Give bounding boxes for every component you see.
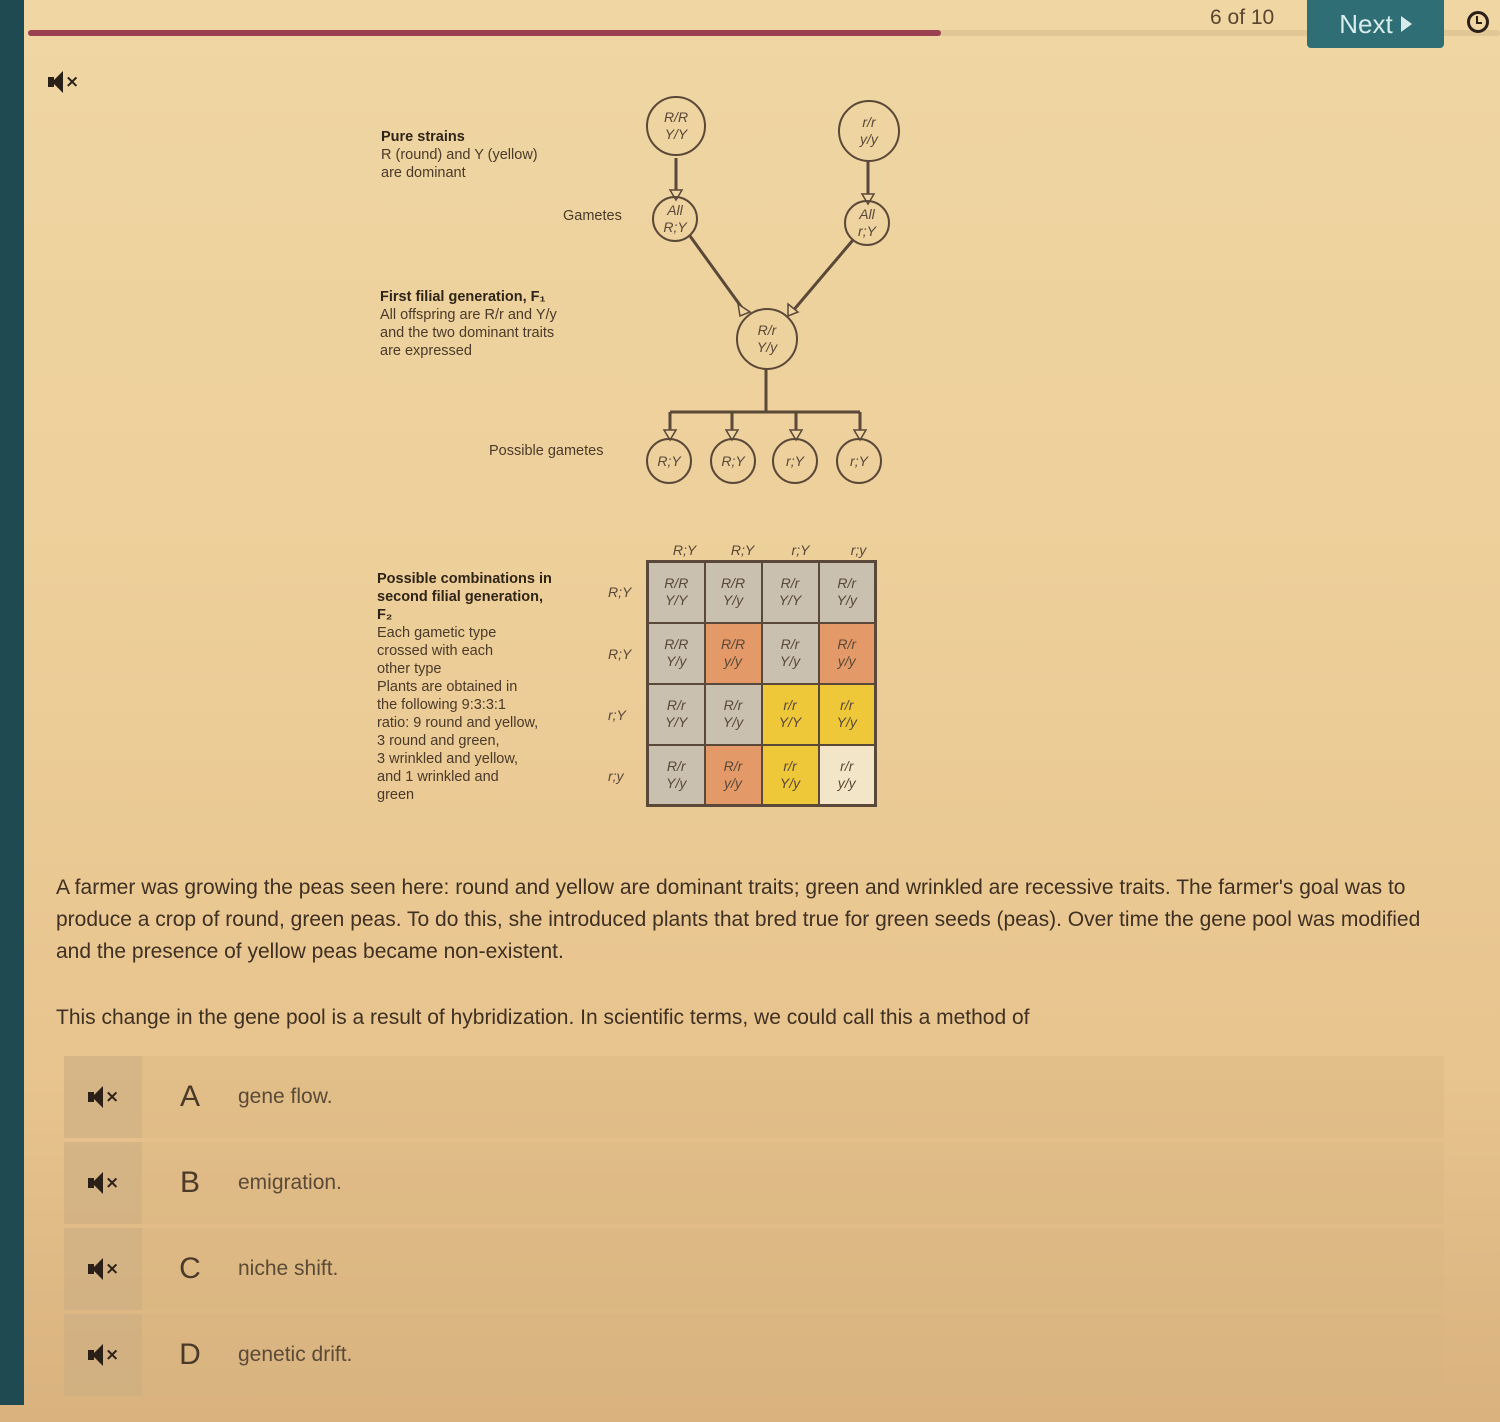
punnett-cell: R/r Y/Y <box>762 562 819 623</box>
speaker-mute-icon: × <box>88 1171 118 1195</box>
option-label: genetic drift. <box>238 1343 353 1366</box>
question-counter: 6 of 10 <box>1210 6 1275 29</box>
punnett-cell: r/r Y/y <box>819 684 876 745</box>
punnett-col-header: R;Y <box>672 542 697 558</box>
punnett-square <box>646 560 877 807</box>
option-label: gene flow. <box>238 1085 333 1108</box>
punnett-cell: R/R Y/y <box>648 623 705 684</box>
punnett-row <box>648 562 876 623</box>
punnett-cell: r/r Y/Y <box>762 684 819 745</box>
option-letter: B <box>179 1166 200 1199</box>
speaker-mute-icon: × <box>48 70 78 94</box>
option-audio-button[interactable] <box>64 1314 142 1396</box>
punnett-row-header: r;y <box>608 768 624 784</box>
speaker-mute-icon: × <box>88 1085 118 1109</box>
option-letter: D <box>179 1338 201 1371</box>
punnett-row-header: R;Y <box>608 584 632 600</box>
option-audio-button[interactable] <box>64 1228 142 1310</box>
clock-icon[interactable] <box>1467 11 1489 33</box>
option-label: niche shift. <box>238 1257 339 1280</box>
triangle-right-icon <box>1401 16 1412 32</box>
punnett-cell: R/R y/y <box>705 623 762 684</box>
answer-option-c[interactable] <box>64 1228 1444 1310</box>
punnett-cell: R/r y/y <box>819 623 876 684</box>
option-audio-button[interactable] <box>64 1056 142 1138</box>
next-label: Next <box>1339 8 1393 39</box>
punnett-row <box>648 745 876 806</box>
punnett-cell: r/r y/y <box>819 745 876 806</box>
punnett-col-header: R;Y <box>730 542 755 558</box>
punnett-cell: R/r Y/y <box>648 745 705 806</box>
speaker-mute-icon: × <box>88 1343 118 1367</box>
gametes-label: Gametes <box>563 208 622 224</box>
possible-gamete: r;Y <box>836 438 882 484</box>
punnett-row <box>648 623 876 684</box>
question-prompt: This change in the gene pool is a result of hybridization. In scientific terms, we could call this a method of <box>56 1006 1030 1029</box>
gamete-node-right: All r;Y <box>844 200 890 246</box>
parent-node-right: r/r y/y <box>838 100 900 162</box>
side-bar <box>0 0 24 1405</box>
punnett-row-header: r;Y <box>608 707 626 723</box>
punnett-cell: R/r Y/y <box>762 623 819 684</box>
possible-gamete: r;Y <box>772 438 818 484</box>
punnett-cell: R/r Y/y <box>819 562 876 623</box>
possible-gamete: R;Y <box>710 438 756 484</box>
punnett-col-header: r;Y <box>791 542 810 558</box>
option-label: emigration. <box>238 1171 342 1194</box>
punnett-cell: R/R Y/y <box>705 562 762 623</box>
f1-node: R/r Y/y <box>736 308 798 370</box>
punnett-cell: R/R Y/Y <box>648 562 705 623</box>
f2-text: Possible combinations in second filial generation, F₂ Each gametic type crossed with each other type Plants are obtained in the following 9:3:3:1 ratio: 9 round and yellow, 3 round and green, 3 wrinkled and yellow, and 1 wrinkled and green <box>377 571 552 803</box>
page-audio-button[interactable] <box>48 70 78 99</box>
answer-option-a[interactable] <box>64 1056 1444 1138</box>
progress-fill <box>28 30 941 36</box>
possible-gametes-label: Possible gametes <box>489 443 604 459</box>
option-letter: C <box>179 1252 201 1285</box>
option-letter: A <box>179 1080 200 1113</box>
pure-strains-text: Pure strains R (round) and Y (yellow) are dominant <box>381 129 538 181</box>
punnett-cell: r/r Y/y <box>762 745 819 806</box>
gamete-node-left: All R;Y <box>652 196 698 242</box>
speaker-mute-icon: × <box>88 1257 118 1281</box>
answer-option-b[interactable] <box>64 1142 1444 1224</box>
parent-node-left: R/R Y/Y <box>646 96 706 156</box>
f1-text: First filial generation, F₁ All offspring are R/r and Y/y and the two dominant traits are expressed <box>380 289 557 359</box>
progress-bar <box>28 30 1500 36</box>
answer-option-d[interactable] <box>64 1314 1444 1396</box>
question-text: A farmer was growing the peas seen here: round and yellow are dominant traits; green and wrinkled are recessive traits. The farmer's goal was to produce a crop of round, green peas. To do this, she introduced plants that bred true for green seeds (peas). Over time the gene pool was modified and the presence of yellow peas became non-existent. <box>56 876 1421 963</box>
punnett-cell: R/r Y/Y <box>648 684 705 745</box>
punnett-cell: R/r Y/y <box>705 684 762 745</box>
punnett-cell: R/r y/y <box>705 745 762 806</box>
option-audio-button[interactable] <box>64 1142 142 1224</box>
answer-options <box>64 1056 1444 1400</box>
next-button[interactable] <box>1307 0 1444 48</box>
possible-gamete: R;Y <box>646 438 692 484</box>
punnett-row <box>648 684 876 745</box>
punnett-col-header: r;y <box>850 542 867 558</box>
dihybrid-cross-diagram <box>360 90 920 830</box>
punnett-row-header: R;Y <box>608 646 632 662</box>
